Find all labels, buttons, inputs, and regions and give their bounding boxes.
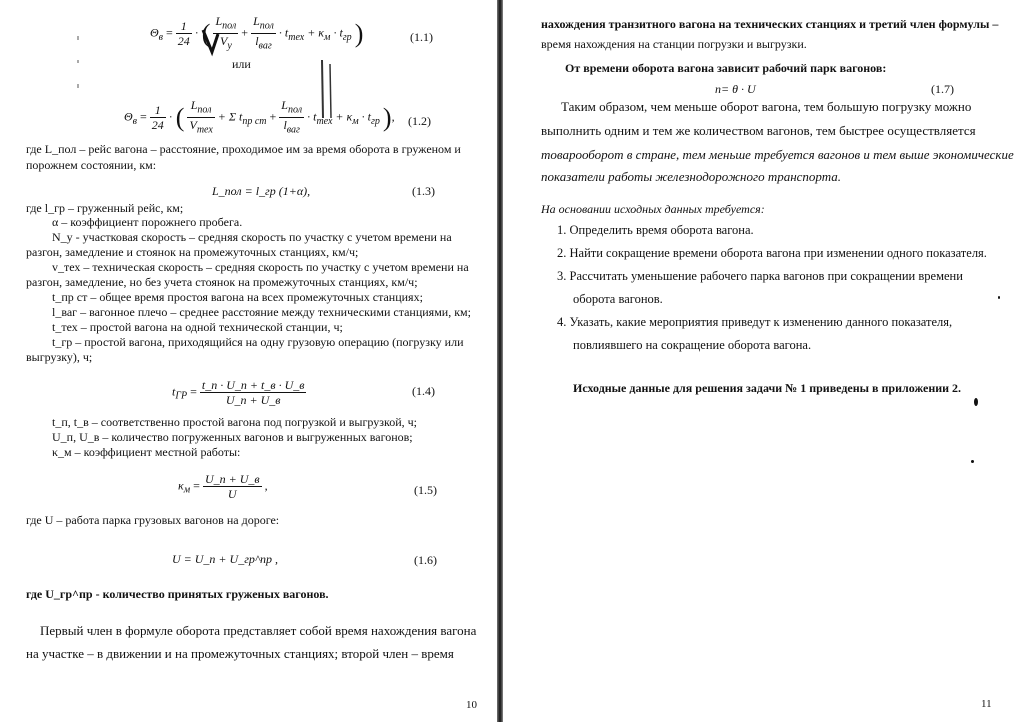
equation-1-3-number: (1.3)	[412, 184, 435, 198]
para-3-line-3: товарооборот в стране, тем меньше требуется вагонов и тем выше экономические	[541, 147, 1014, 162]
equation-1-4-number: (1.4)	[412, 384, 435, 398]
def-tprst: t_пр ст – общее время простоя вагона на всех промежуточных станциях;	[52, 290, 423, 304]
def-vu-line-2: разгон, замедление и стоянок на промежуточных станциях, км/ч;	[26, 245, 359, 259]
def-tp-tv: t_п, t_в – соответственно простой вагона под погрузкой и выгрузкой, ч;	[52, 415, 417, 429]
scan-speck	[974, 398, 978, 406]
para-1-line-2: время нахождения на станции погрузки и выгрузки.	[541, 37, 807, 51]
def-vtex-line-2: разгон, замедление, но без учета стоянок на промежуточных станциях, км/ч;	[26, 275, 418, 289]
where-u-line: где U – работа парка грузовых вагонов на дороге:	[26, 513, 280, 527]
def-vu-line-1: N_у - участковая скорость – средняя скорость по участку с учетом времени на	[52, 230, 452, 244]
def-alpha: α – коэффициент порожнего пробега.	[52, 215, 243, 229]
right-page	[503, 0, 1024, 722]
last-paragraph-line-2: на участке – в движении и на промежуточных станциях; второй член – время	[26, 646, 454, 661]
equation-1-1-number: (1.1)	[410, 30, 433, 44]
page-number-left: 10	[466, 699, 477, 711]
task-list	[557, 219, 987, 357]
where-ugr-line: где U_гр^пр - количество принятых груженых вагонов.	[26, 587, 329, 601]
equation-1-7-number: (1.7)	[931, 82, 954, 96]
requirement-heading: На основании исходных данных требуется:	[541, 202, 765, 216]
where-lpol-line-2: порожнем состоянии, км:	[26, 158, 157, 172]
equation-1-5: $\kappa_м$ = $\frac{U\_п + U\_в}{U}$ ,	[178, 472, 268, 501]
def-ttex: t_тех – простой вагона на одной технической станции, ч;	[52, 320, 343, 334]
para-2: От времени оборота вагона зависит рабочий парк вагонов:	[565, 61, 887, 75]
equation-1-2: $\Theta_в$ = $\frac{1}{24}$ · ( $\frac{L_{пол}}{V_{тех}}$ + Σ $t_{пр ст}$ + $\frac{L_{пол}}{l_{ваг}}$ · $t_{тех} + \kappa_м \cdot t_{гр}$ ),	[124, 98, 395, 136]
def-up-uv: U_п, U_в – количество погруженных вагонов и выгруженных вагонов;	[52, 430, 413, 444]
task-3-line-1: 3. Рассчитать уменьшение рабочего парка вагонов при сокращении времени	[557, 269, 963, 283]
equation-1-6-number: (1.6)	[414, 553, 437, 567]
left-page	[0, 0, 497, 722]
equation-1-4: $t_{ГР}$ = $\frac{t\_п \cdot U\_п + t\_в \cdot U\_в}{U\_п + U\_в}$	[172, 378, 305, 407]
scan-speck	[971, 460, 974, 463]
last-paragraph-line-1: Первый член в формуле оборота представляет собой время нахождения вагона	[40, 623, 477, 638]
task-1: 1. Определить время оборота вагона.	[557, 223, 754, 237]
equation-1-7: n= θ · U	[715, 82, 756, 96]
scan-speck	[998, 296, 1000, 299]
equation-1-6: U = U_п + U_гр^пр ,	[172, 552, 278, 566]
or-word: или	[232, 57, 251, 71]
def-tgr-line-1: t_гр – простой вагона, приходящийся на одну грузовую операцию (погрузку или	[52, 335, 464, 349]
where-lpol-line-1: где L_пол – рейс вагона – расстояние, проходимое им за время оборота в груженом и	[26, 142, 461, 156]
equation-1-5-number: (1.5)	[414, 483, 437, 497]
def-l-gr: где l_гр – груженный рейс, км;	[26, 201, 184, 215]
task-4-line-2: повлиявшего на сокращение оборота вагона.	[573, 338, 812, 352]
equation-1-3: L_пол = l_гр (1+α),	[212, 184, 311, 198]
task-2: 2. Найти сокращение времени оборота вагона при изменении одного показателя.	[557, 246, 987, 260]
task-3-line-2: оборота вагонов.	[573, 292, 663, 306]
para-3-line-4: показатели работы железнодорожного транспорта.	[541, 169, 842, 184]
equation-1-1: $\Theta_в$ = $\frac{1}{24}$ · ( $\frac{L_{пол}}{V_у}$ + $\frac{L_{пол}}{l_{ваг}}$ · $t_{тех} + \kappa_м \cdot t_{гр}$ )	[150, 14, 364, 52]
para-3-line-1: Таким образом, чем меньше оборот вагона, тем большую погрузку можно	[561, 99, 972, 114]
task-4-line-1: 4. Указать, какие мероприятия приведут к изменению данного показателя,	[557, 315, 953, 329]
para-3-line-2: выполнить одним и тем же количеством вагонов, тем быстрее осуществляется	[541, 123, 976, 138]
para-1-line-1: нахождения транзитного вагона на технических станциях и третий член формулы –	[541, 17, 999, 31]
page-number-right: 11	[981, 698, 992, 710]
def-lvag: l_ваг – вагонное плечо – среднее расстояние между техническими станциями, км;	[52, 305, 471, 319]
appendix-note: Исходные данные для решения задачи № 1 приведены в приложении 2.	[573, 381, 962, 395]
equation-1-2-number: (1.2)	[408, 114, 431, 128]
def-km: κ_м – коэффициент местной работы:	[52, 445, 241, 459]
def-tgr-line-2: выгрузку), ч;	[26, 350, 93, 364]
def-vtex-line-1: v_тех – техническая скорость – средняя скорость по участку с учетом времени на	[52, 260, 469, 274]
